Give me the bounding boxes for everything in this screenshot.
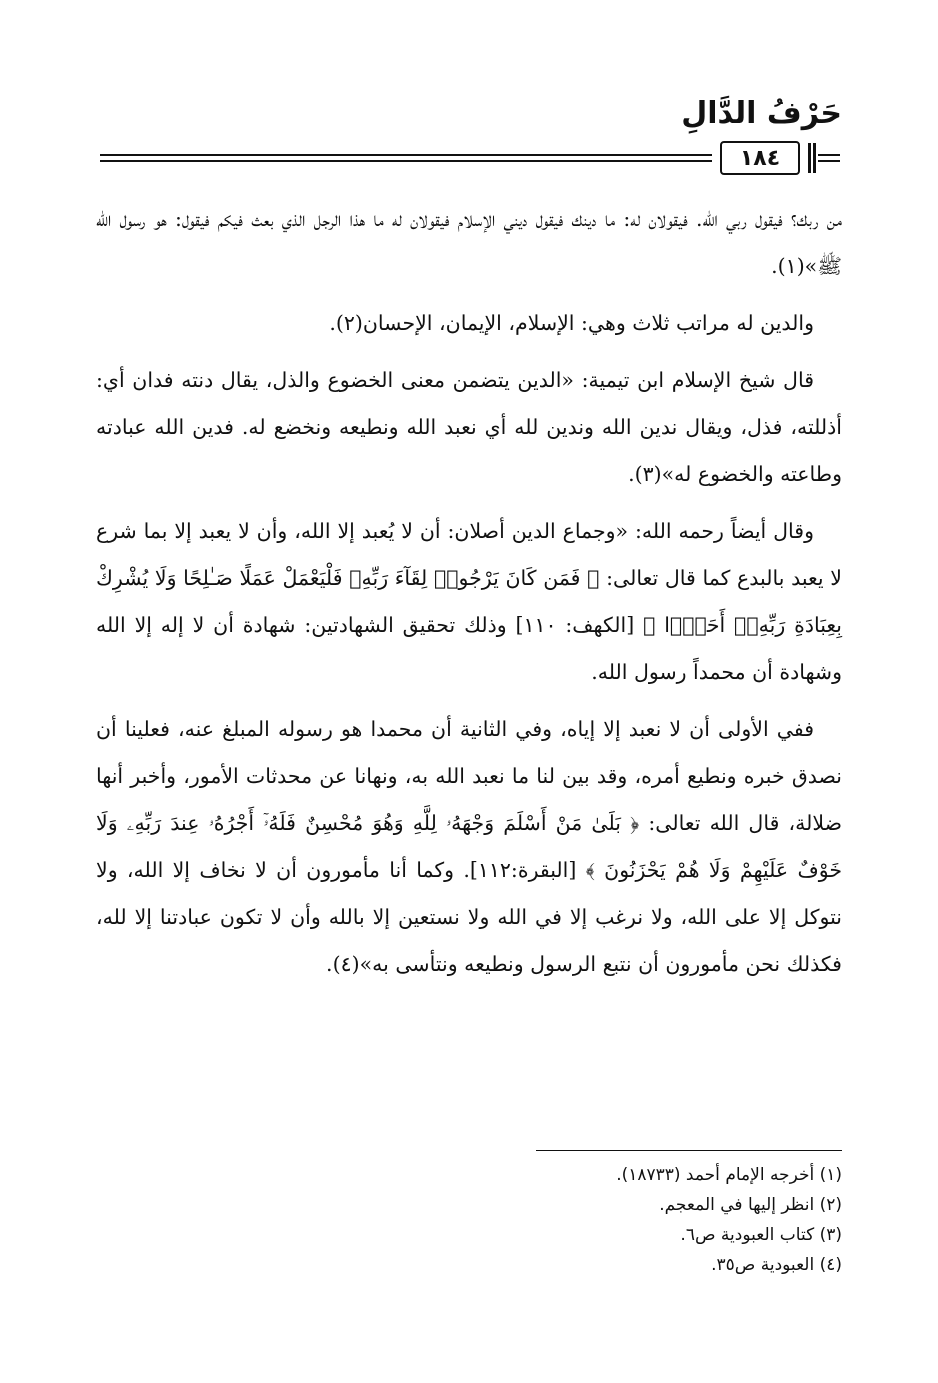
footnote: (٣) كتاب العبودية ص٦. [680, 1225, 842, 1245]
header-rule [100, 141, 842, 177]
footnote: (٢) انظر إليها في المعجم. [659, 1195, 842, 1215]
footnotes [96, 1160, 842, 1280]
page-number-ornament [808, 141, 842, 175]
page-number: ١٨٤ [720, 141, 800, 175]
paragraph: ففي الأولى أن لا نعبد إلا إياه، وفي الثانية أن محمدا هو رسوله المبلغ عنه، فعلينا أن نصدق خبره ونطيع أمره، وقد بين لنا ما نعبد الله به، ونهانا عن محدثات الأمور، وأخبر أنها ضلالة، قال الله تعالى: ﴿ بَلَىٰ مَنْ أَسْلَمَ وَجْهَهُۥ لِلَّهِ وَهُوَ مُحْسِنٌ فَلَهُۥٓ أَجْرُهُۥ عِندَ رَبِّهِۦ وَلَا خَوْفٌ عَلَيْهِمْ وَلَا هُمْ يَحْزَنُونَ ﴾ [البقرة:١١٢]. وكما أنا مأمورون أن لا نخاف إلا الله، ولا نتوكل إلا على الله، ولا نرغب إلا في الله ولا نستعين إلا بالله وأن لا تكون عبادتنا إلا لله، فكذلك نحن مأمورون أن نتبع الرسول ونطيعه ونتأسى به»(٤). [96, 717, 842, 976]
body-text [96, 196, 842, 998]
footnote: (٤) العبودية ص٣٥. [711, 1255, 842, 1275]
footnote: (١) أخرجه الإمام أحمد (١٨٧٣٣). [616, 1165, 842, 1185]
header-rule-line [100, 154, 712, 156]
paragraph: من ربك؟ فيقول ربي الله. فيقولان له: ما دينك فيقول ديني الإسلام فيقولان له ما هذا الرجل الذي بعث فيكم فيقول: هو رسول الله ﷺ»(١). [96, 207, 842, 278]
running-title: حَرْفُ الدَّالِ [681, 96, 842, 131]
paragraph: قال شيخ الإسلام ابن تيمية: «الدين يتضمن معنى الخضوع والذل، يقال دنته فدان أي: أذللته، فذل، ويقال ندين الله وندين لله أي نعبد الله ونطيعه ونخضع له. فدين الله عبادته وطاعته والخضوع له»(٣). [96, 368, 842, 486]
footnote-separator [536, 1150, 842, 1151]
paragraph: وقال أيضاً رحمه الله: «وجماع الدين أصلان: أن لا يُعبد إلا الله، وأن لا يعبد إلا بما شرع لا يعبد بالبدع كما قال تعالى: ﴿ فَمَن كَانَ يَرْجُوا۟ لِقَآءَ رَبِّهِۦ فَلْيَعْمَلْ عَمَلًا صَـٰلِحًا وَلَا يُشْرِكْ بِعِبَادَةِ رَبِّهِۦٓ أَحَدًۢا ﴾ [الكهف: ١١٠] وذلك تحقيق الشهادتين: شهادة أن لا إله إلا الله وشهادة أن محمداً رسول الله. [96, 519, 842, 684]
header-rule-line [100, 160, 712, 162]
paragraph: والدين له مراتب ثلاث وهي: الإسلام، الإيمان، الإحسان(٢). [329, 311, 814, 335]
